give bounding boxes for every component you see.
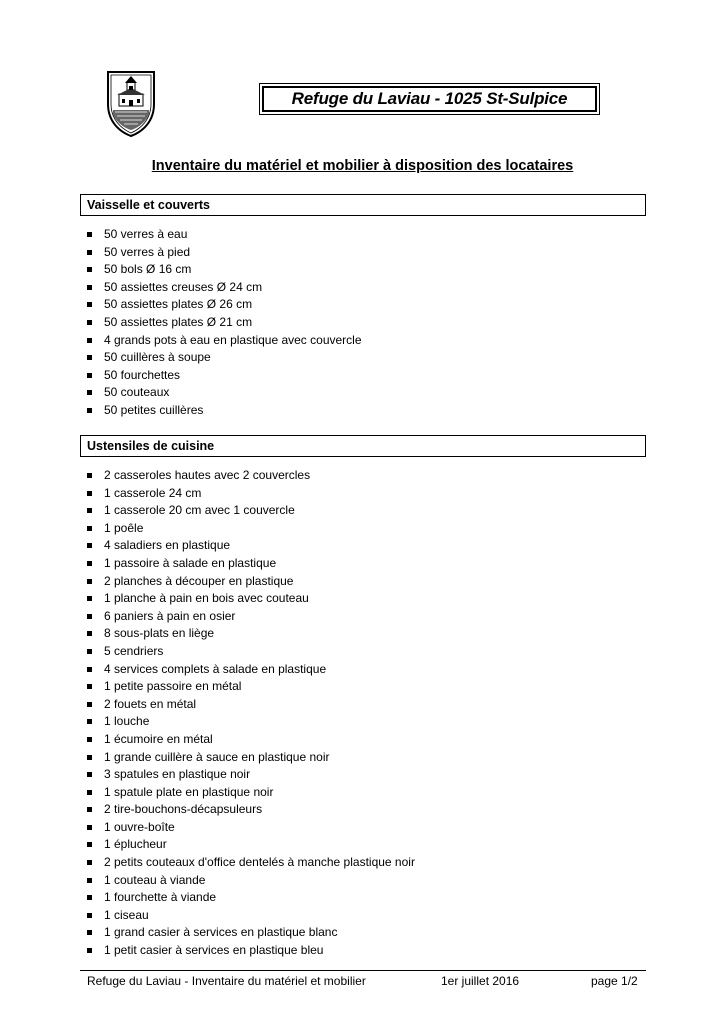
list-item: 1 couteau à viande: [87, 872, 415, 890]
list-item: 1 passoire à salade en plastique: [87, 555, 415, 573]
coat-of-arms-logo: [106, 70, 156, 138]
list-item: 50 verres à pied: [87, 244, 362, 262]
list-item: 1 ouvre-boîte: [87, 819, 415, 837]
footer-divider: [80, 970, 646, 971]
list-item: 1 casserole 20 cm avec 1 couvercle: [87, 502, 415, 520]
list-item: 1 planche à pain en bois avec couteau: [87, 590, 415, 608]
list-item: 50 assiettes plates Ø 26 cm: [87, 296, 362, 314]
list-item: 50 couteaux: [87, 384, 362, 402]
list-item: 1 louche: [87, 713, 415, 731]
list-item: 50 verres à eau: [87, 226, 362, 244]
list-item: 4 saladiers en plastique: [87, 537, 415, 555]
document-title-box: [259, 83, 600, 115]
list-item: 2 casseroles hautes avec 2 couvercles: [87, 467, 415, 485]
list-item: 1 casserole 24 cm: [87, 485, 415, 503]
list-vaisselle: [87, 226, 362, 420]
list-item: 50 bols Ø 16 cm: [87, 261, 362, 279]
list-item: 2 tire-bouchons-décapsuleurs: [87, 801, 415, 819]
list-item: 5 cendriers: [87, 643, 415, 661]
list-item: 4 services complets à salade en plastique: [87, 661, 415, 679]
list-ustensiles: [87, 467, 415, 960]
section-header-ustensiles: Ustensiles de cuisine: [80, 435, 646, 457]
list-item: 2 planches à découper en plastique: [87, 573, 415, 591]
list-item: 1 éplucheur: [87, 836, 415, 854]
list-item: 50 petites cuillères: [87, 402, 362, 420]
list-item: 50 fourchettes: [87, 367, 362, 385]
section-header-vaisselle: Vaisselle et couverts: [80, 194, 646, 216]
list-item: 1 poêle: [87, 520, 415, 538]
list-item: 1 grande cuillère à sauce en plastique noir: [87, 749, 415, 767]
document-title: Refuge du Laviau - 1025 St-Sulpice: [291, 89, 568, 108]
list-item: 50 assiettes plates Ø 21 cm: [87, 314, 362, 332]
list-item: 8 sous-plats en liège: [87, 625, 415, 643]
list-item: 6 paniers à pain en osier: [87, 608, 415, 626]
footer-doc-name: Refuge du Laviau - Inventaire du matériel et mobilier: [87, 974, 366, 988]
footer-date: 1er juillet 2016: [441, 974, 520, 988]
list-item: 1 petite passoire en métal: [87, 678, 415, 696]
list-item: 1 fourchette à viande: [87, 889, 415, 907]
list-item: 2 petits couteaux d'office dentelés à manche plastique noir: [87, 854, 415, 872]
list-item: 1 écumoire en métal: [87, 731, 415, 749]
list-item: 3 spatules en plastique noir: [87, 766, 415, 784]
list-item: 1 petit casier à services en plastique bleu: [87, 942, 415, 960]
list-item: 1 spatule plate en plastique noir: [87, 784, 415, 802]
list-item: 50 assiettes creuses Ø 24 cm: [87, 279, 362, 297]
list-item: 1 ciseau: [87, 907, 415, 925]
list-item: 1 grand casier à services en plastique blanc: [87, 924, 415, 942]
list-item: 2 fouets en métal: [87, 696, 415, 714]
list-item: 4 grands pots à eau en plastique avec couvercle: [87, 332, 362, 350]
footer-page-number: page 1/2: [591, 974, 638, 988]
main-heading: Inventaire du matériel et mobilier à disposition des locataires: [151, 158, 574, 174]
list-item: 50 cuillères à soupe: [87, 349, 362, 367]
